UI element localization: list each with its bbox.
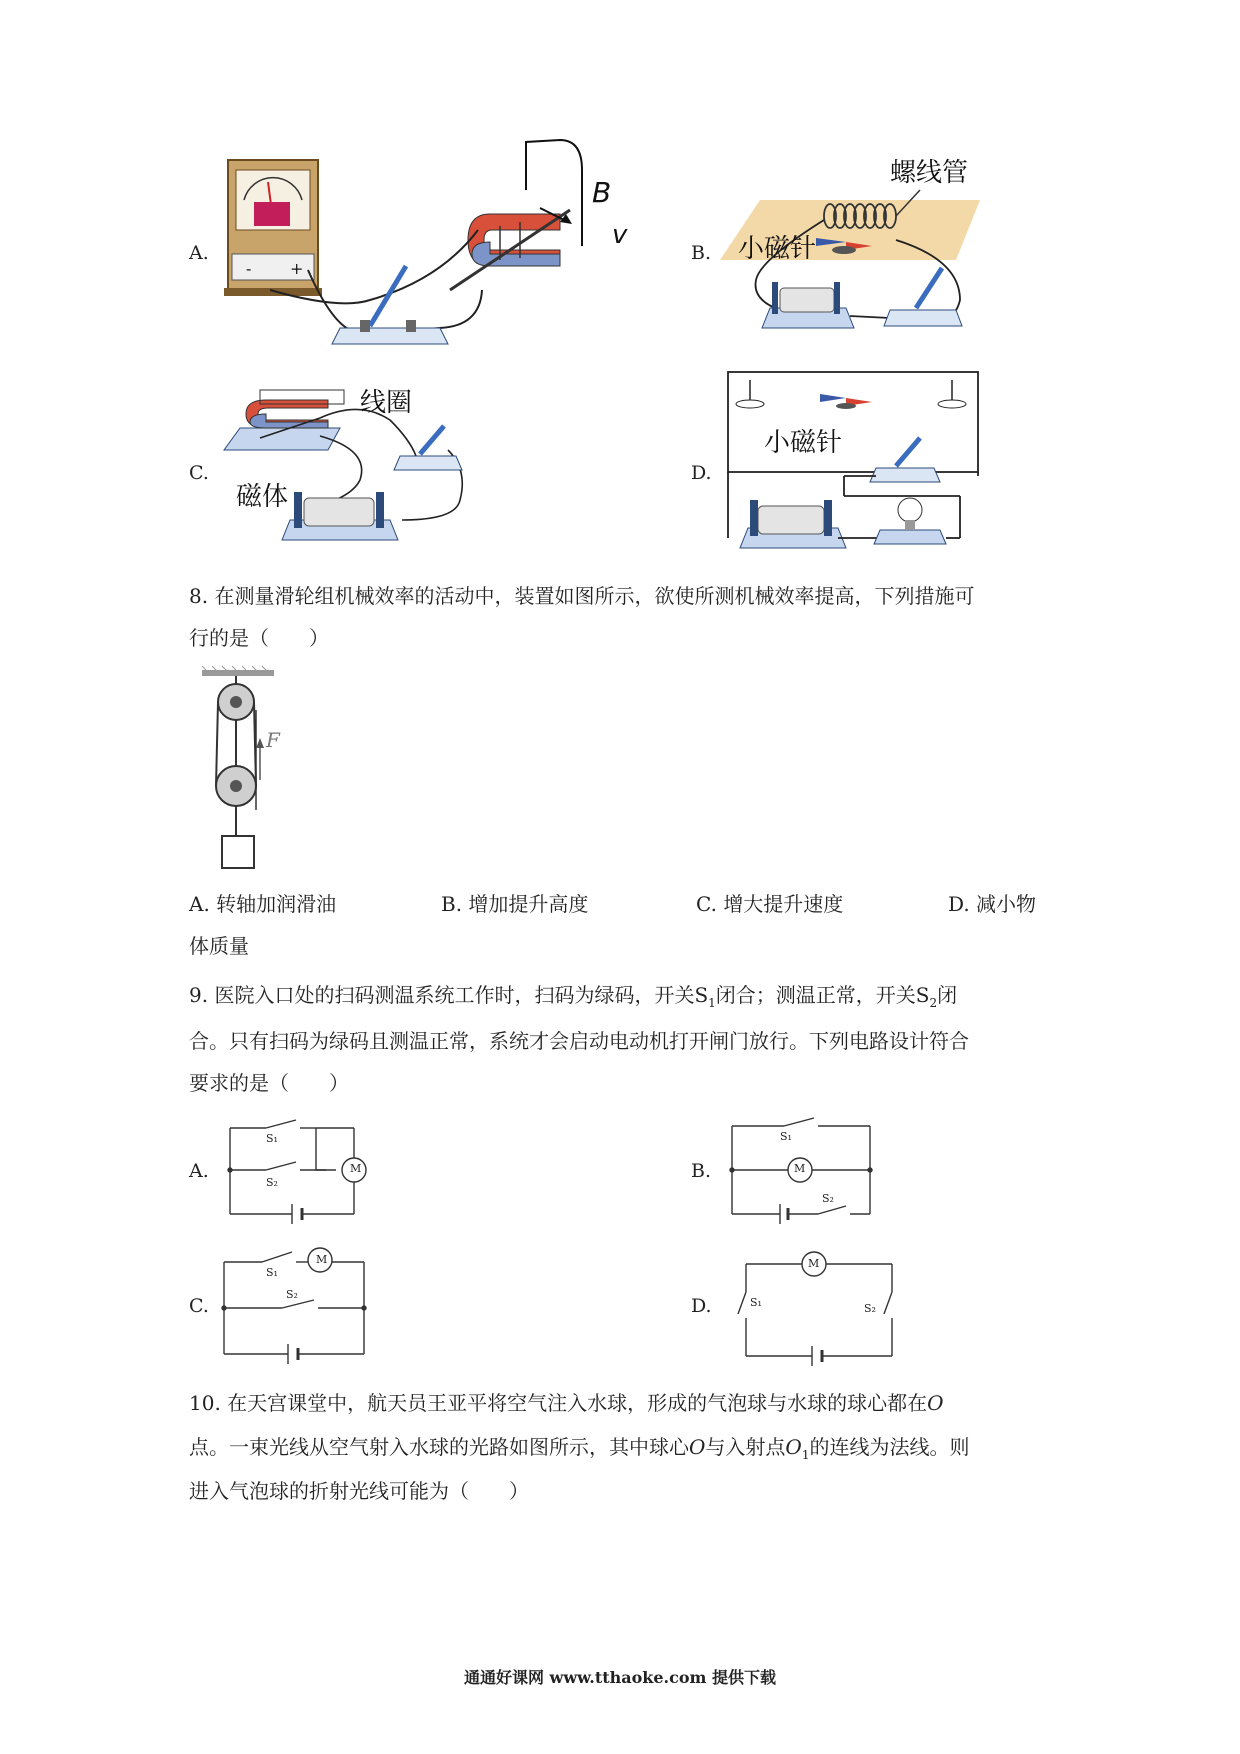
q8-choice-d-wrap: 体质量 bbox=[189, 934, 249, 958]
q7-b-solenoid-label: 螺线管 bbox=[890, 158, 969, 188]
q7-c-magnet-label: 磁体 bbox=[236, 482, 289, 512]
q8-pulley-figure bbox=[200, 670, 290, 870]
svg-text:-: - bbox=[246, 259, 252, 278]
q9-circuit-c bbox=[222, 1244, 372, 1364]
q9-circuit-a bbox=[226, 1120, 366, 1220]
q8-choice-b: B. 增加提升高度 bbox=[441, 892, 589, 916]
q7-b-needle-label: 小磁针 bbox=[738, 234, 817, 264]
q9-a-s2: S₂ bbox=[266, 1176, 278, 1189]
svg-text:+: + bbox=[290, 259, 304, 278]
q7-option-c-figure bbox=[220, 380, 480, 550]
q8-choice-a: A. 转轴加润滑油 bbox=[189, 892, 337, 916]
q7-a-b-label: B bbox=[592, 176, 612, 209]
q7-option-d-figure bbox=[720, 370, 990, 570]
q9-a-s1: S₁ bbox=[266, 1132, 278, 1145]
q9-stem-line1: 9. 医院入口处的扫码测温系统工作时，扫码为绿码，开关$S_1$闭合；测温正常，开关$S_2$闭 bbox=[189, 983, 958, 1010]
q9-option-c-letter: C. bbox=[189, 1295, 209, 1317]
q8-choice-d: D. 减小物 bbox=[948, 892, 1037, 916]
q9-a-motor: M bbox=[350, 1162, 362, 1175]
q9-d-s2: S₂ bbox=[864, 1302, 876, 1315]
q7-option-d-letter: D. bbox=[691, 462, 712, 484]
q9-c-motor: M bbox=[316, 1253, 328, 1266]
q9-d-motor: M bbox=[808, 1257, 820, 1270]
q9-b-motor: M bbox=[794, 1162, 806, 1175]
q10-stem-line3: 进入气泡球的折射光线可能为（ ） bbox=[189, 1479, 529, 1503]
q9-c-s1: S₁ bbox=[266, 1266, 278, 1279]
q9-b-s2: S₂ bbox=[822, 1192, 834, 1205]
q10-stem-line2: 点。一束光线从空气射入水球的光路如图所示，其中球心O与入射点$O_1$的连线为法线。则 bbox=[189, 1435, 970, 1462]
q10-stem-line1: 10. 在天宫课堂中，航天员王亚平将空气注入水球，形成的气泡球与水球的球心都在O bbox=[189, 1391, 944, 1415]
q8-stem-line2: 行的是（ ） bbox=[189, 626, 329, 650]
q7-option-b-letter: B. bbox=[691, 242, 712, 264]
q9-option-a-letter: A. bbox=[189, 1160, 209, 1182]
page-footer: 通通好课网 www.tthaoke.com 提供下载 bbox=[463, 1668, 777, 1687]
q8-force-label: F bbox=[266, 728, 280, 752]
q8-stem-line1: 8. 在测量滑轮组机械效率的活动中，装置如图所示，欲使所测机械效率提高，下列措施可 bbox=[189, 584, 975, 608]
q7-option-a-letter: A. bbox=[189, 242, 209, 264]
q9-stem-line2: 合。只有扫码为绿码且测温正常，系统才会启动电动机打开闸门放行。下列电路设计符合 bbox=[189, 1029, 969, 1053]
q8-choice-c: C. 增大提升速度 bbox=[696, 892, 844, 916]
q9-stem-line3: 要求的是（ ） bbox=[189, 1071, 349, 1095]
q9-option-b-letter: B. bbox=[691, 1160, 712, 1182]
q7-a-v-label: v bbox=[612, 220, 628, 250]
q9-b-s1: S₁ bbox=[780, 1130, 792, 1143]
q7-c-coil-label: 线圈 bbox=[360, 388, 413, 418]
q9-c-s2: S₂ bbox=[286, 1288, 298, 1301]
q9-option-d-letter: D. bbox=[691, 1295, 712, 1317]
q7-d-needle-label: 小磁针 bbox=[764, 428, 843, 458]
q9-d-s1: S₁ bbox=[750, 1296, 762, 1309]
q7-option-c-letter: C. bbox=[189, 462, 209, 484]
